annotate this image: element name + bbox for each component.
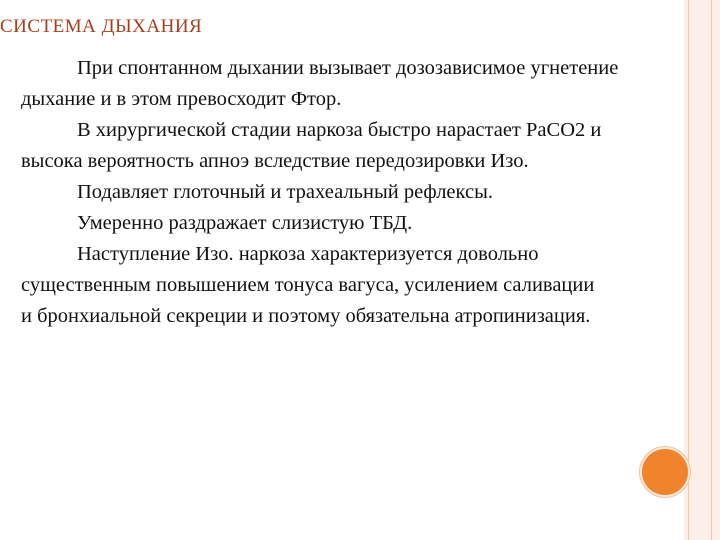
paragraph-4-line-1: Умеренно раздражает слизистую ТБД. (77, 212, 413, 234)
right-decorative-band (684, 0, 720, 540)
paragraph-5-line-3: и бронхиальной секреции и поэтому обязательна атропинизация. (21, 305, 591, 327)
paragraph-2-line-2: высока вероятность апноэ вследствие передозировки Изо. (21, 150, 529, 172)
orange-circle-decoration (640, 447, 690, 497)
slide-content (21, 53, 686, 332)
paragraph-5 (21, 239, 686, 332)
paragraph-1-line-1: При спонтанном дыхании вызывает дозозависимое угнетение (77, 57, 619, 79)
paragraph-3-line-1: Подавляет глоточный и трахеальный рефлексы. (77, 181, 493, 203)
paragraph-5-line-2: существенным повышением тонуса вагуса, усилением саливации (21, 274, 595, 296)
paragraph-4 (21, 208, 686, 239)
paragraph-1 (21, 53, 686, 115)
paragraph-5-line-1: Наступление Изо. наркоза характеризуется довольно (77, 243, 539, 265)
right-frame-line-right (711, 0, 712, 540)
paragraph-1-line-2: дыхание и в этом превосходит Фтор. (21, 88, 342, 110)
paragraph-2 (21, 115, 686, 177)
slide-title: СИСТЕМА ДЫХАНИЯ (0, 16, 203, 37)
right-frame-line-left (688, 0, 689, 540)
paragraph-3 (21, 177, 686, 208)
paragraph-2-line-1: В хирургической стадии наркоза быстро нарастает PaCO2 и (77, 119, 602, 141)
